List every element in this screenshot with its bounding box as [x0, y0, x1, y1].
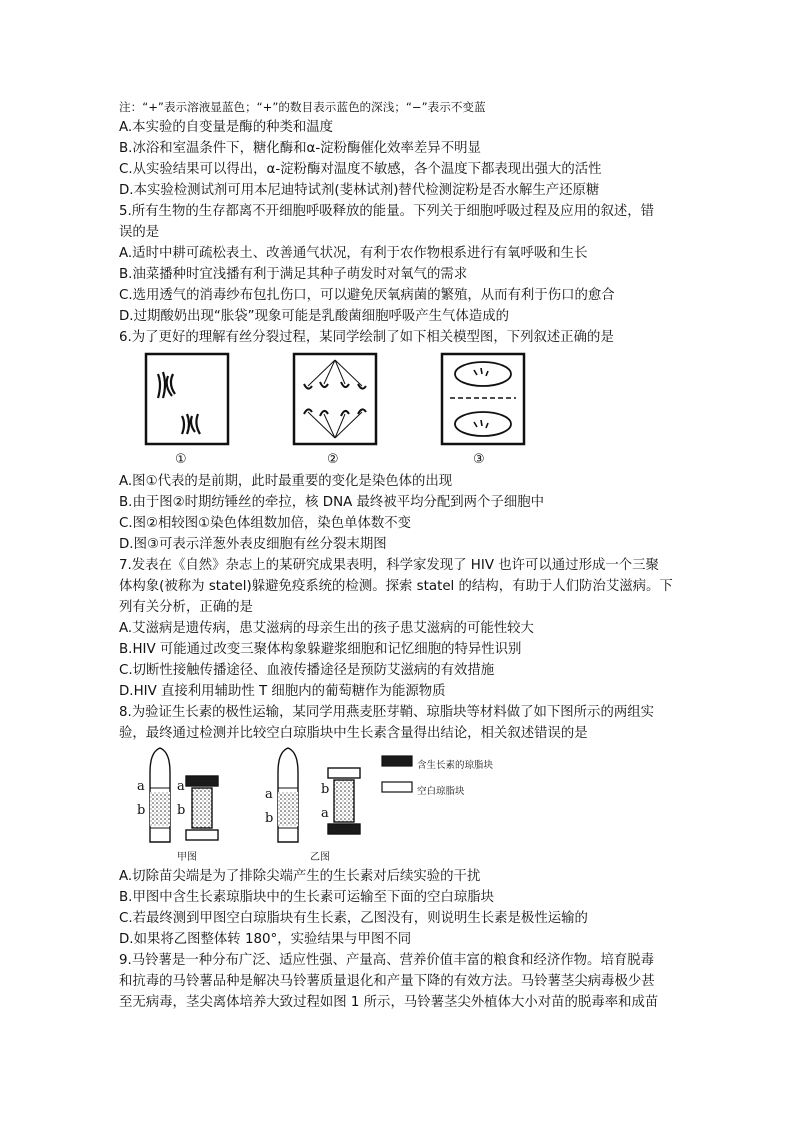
q5-stem-line1: 5.所有生物的生存都离不开细胞呼吸释放的能量。下列关于细胞呼吸过程及应用的叙述，错	[119, 204, 655, 219]
jia-blank-agar	[186, 830, 218, 840]
q8-option-a: A.切除苗尖端是为了排除尖端产生的生长素对后续实验的干扰	[119, 869, 481, 884]
yi-segment	[334, 780, 354, 822]
q6-option-a: A.图①代表的是前期，此时最重要的变化是染色体的出现	[119, 474, 453, 489]
q6-option-d: D.图③可表示洋葱外表皮细胞有丝分裂末期图	[119, 537, 387, 552]
yi-label-b: b	[265, 811, 274, 826]
yi-caption: 乙图	[310, 852, 330, 863]
q8-option-c: C.若最终测到甲图空白琼脂块有生长素，乙图没有，则说明生长素是极性运输的	[119, 911, 588, 926]
q7-option-a: A.艾滋病是遗传病，患艾滋病的母亲生出的孩子患艾滋病的可能性较大	[119, 621, 534, 636]
q8-stem-line2: 验，最终通过检测并比较空白琼脂块中生长素含量得出结论，相关叙述错误的是	[119, 726, 588, 741]
q4-option-c: C.从实验结果可以得出，α-淀粉酶对温度不敏感，各个温度下都表现出强大的活性	[119, 162, 602, 177]
jia-auxin-agar	[186, 776, 218, 786]
jia-figure	[150, 748, 218, 842]
q7-option-d: D.HIV 直接利用辅助性 T 细胞内的葡萄糖作为能源物质	[119, 684, 446, 699]
q5-option-c: C.选用透气的消毒纱布包扎伤口，可以避免厌氧病菌的繁殖，从而有利于伤口的愈合	[119, 288, 615, 303]
diagram-2-label: ②	[327, 452, 339, 467]
yi-auxin-agar	[328, 824, 360, 834]
q7-option-b: B.HIV 可能通过改变三聚体构象躲避浆细胞和记忆细胞的特异性识别	[119, 642, 522, 657]
yi-label-a: a	[265, 787, 273, 802]
jia-segment-label-a: a	[177, 779, 185, 794]
yi-blank-agar	[328, 768, 360, 778]
q5-option-d: D.过期酸奶出现“胀袋”现象可能是乳酸菌细胞呼吸产生气体造成的	[119, 309, 509, 324]
diagram-1-prophase	[146, 354, 228, 444]
table-note: 注：“+”表示溶液显蓝色；“+”的数目表示蓝色的深浅；“−”表示不变蓝	[119, 100, 486, 114]
q9-stem-line3: 至无病毒，茎尖离体培养大致过程如图 1 所示，马铃薯茎尖外植体大小对苗的脱毒率和成苗	[119, 995, 659, 1010]
jia-segment-label-b: b	[177, 803, 186, 818]
q5-option-b: B.油菜播种时宜浅播有利于满足其种子萌发时对氧气的需求	[119, 267, 468, 282]
diagram-2-anaphase	[294, 354, 376, 444]
q8-stem-line1: 8.为验证生长素的极性运输，某同学用燕麦胚芽鞘、琼脂块等材料做了如下图所示的两组实	[119, 705, 655, 720]
q4-option-d: D.本实验检测试剂可用本尼迪特试剂(斐林试剂)替代检测淀粉是否水解生产还原糖	[119, 183, 600, 198]
q4-option-a: A.本实验的自变量是酶的种类和温度	[119, 120, 334, 135]
jia-label-a: a	[137, 779, 145, 794]
yi-figure	[278, 748, 360, 842]
legend-blank-agar: 空白琼脂块	[417, 786, 465, 797]
q8-option-d: D.如果将乙图整体转 180°，实验结果与甲图不同	[119, 932, 412, 947]
q8-option-b: B.甲图中含生长素琼脂块中的生长素可运输至下面的空白琼脂块	[119, 890, 494, 905]
jia-label-b: b	[137, 803, 146, 818]
q6-option-b: B.由于图②时期纺锤丝的牵拉，核 DNA 最终被平均分配到两个子细胞中	[119, 495, 544, 510]
q5-stem-line2: 误的是	[119, 225, 160, 240]
q6-option-c: C.图②相较图①染色体组数加倍，染色单体数不变	[119, 516, 412, 531]
q9-stem-line2: 和抗毒的马铃薯品种是解决马铃薯质量退化和产量下降的有效方法。马铃薯茎尖病毒极少甚	[119, 974, 655, 989]
legend-swatches	[382, 756, 412, 792]
diagram-1-label: ①	[175, 452, 187, 467]
diagram-3-telophase	[442, 354, 524, 444]
q5-option-a: A.适时中耕可疏松表土、改善通气状况，有利于农作物根系进行有氧呼吸和生长	[119, 246, 588, 261]
yi-segment-label-b: b	[321, 782, 330, 797]
legend-auxin-agar: 含生长素的琼脂块	[417, 760, 494, 771]
q7-stem-line3: 列有关分析，正确的是	[119, 600, 253, 615]
q6-stem: 6.为了更好的理解有丝分裂过程，某同学绘制了如下相关模型图，下列叙述正确的是	[119, 330, 614, 345]
q7-stem-line1: 7.发表在《自然》杂志上的某研究成果表明，科学家发现了 HIV 也许可以通过形成一个三聚	[119, 558, 659, 573]
q9-stem-line1: 9.马铃薯是一种分布广泛、适应性强、产量高、营养价值丰富的粮食和经济作物。培育脱毒	[119, 953, 655, 968]
q7-option-c: C.切断性接触传播途径、血液传播途径是预防艾滋病的有效措施	[119, 663, 495, 678]
q4-option-b: B.冰浴和室温条件下，糖化酶和α-淀粉酶催化效率差异不明显	[119, 141, 481, 156]
diagram-3-label: ③	[473, 452, 485, 467]
jia-segment	[192, 788, 212, 828]
q7-stem-line2: 体构象(被称为 statel)躲避免疫系统的检测。探索 statel 的结构，有助于人们防治艾滋病。下	[119, 579, 673, 594]
yi-segment-label-a: a	[321, 806, 329, 821]
jia-caption: 甲图	[177, 852, 197, 863]
